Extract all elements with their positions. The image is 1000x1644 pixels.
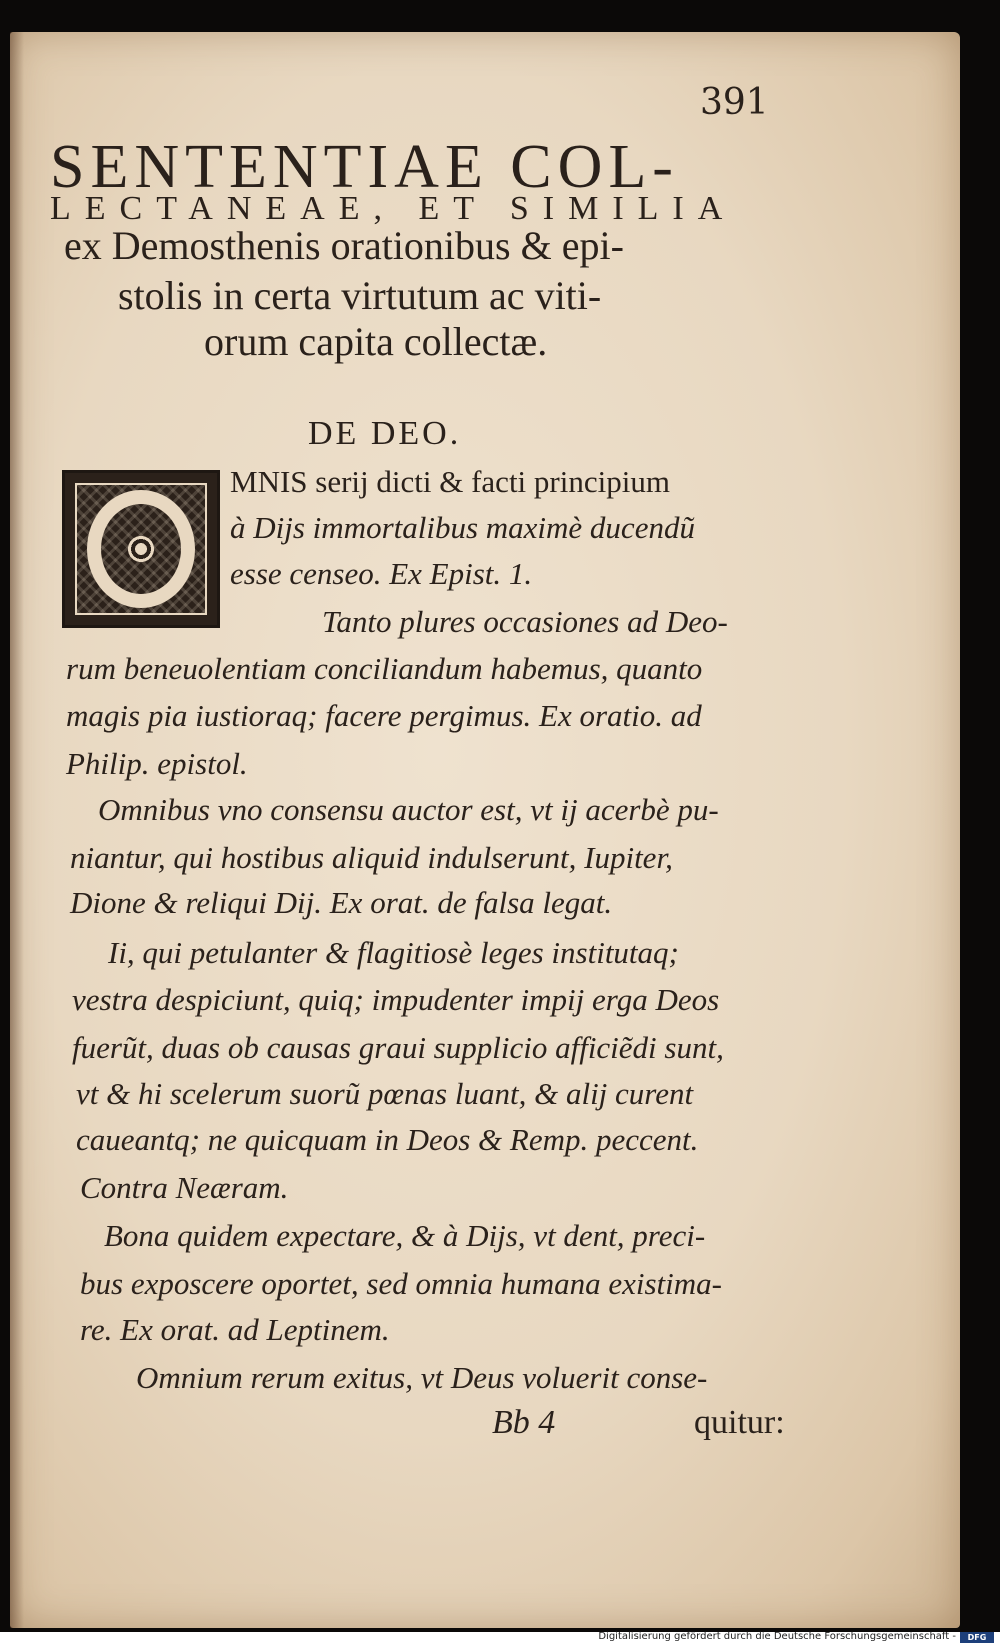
title-line-5: orum capita collectæ. [204, 319, 548, 364]
page-gutter-shadow [10, 32, 24, 1628]
body-line: Dione & reliqui Dij. Ex orat. de falsa legat. [70, 885, 613, 920]
catchword: quitur: [694, 1404, 785, 1441]
body-line: vt & hi scelerum suorũ pœnas luant, & alij curent [76, 1076, 694, 1111]
title-line-2: LECTANEAE, ET SIMILIA [50, 190, 737, 227]
flower-ornament-icon [118, 526, 164, 572]
signature-mark: Bb 4 [492, 1404, 556, 1441]
body-line: Omnibus vno consensu auctor est, vt ij acerbè pu- [98, 792, 719, 827]
body-line: à Dijs immortalibus maximè ducendũ [230, 510, 695, 545]
section-heading: DE DEO. [308, 415, 462, 452]
decorated-initial [62, 470, 220, 628]
body-line: rum beneuolentiam conciliandum habemus, quanto [66, 651, 703, 686]
body-line: MNIS serij dicti & facti principium [230, 464, 670, 499]
dfg-logo-icon: DFG [960, 1632, 994, 1643]
body-line: niantur, qui hostibus aliquid indulserunt, Iupiter, [70, 840, 673, 875]
body-line: Contra Neæram. [80, 1170, 289, 1205]
body-line: bus exposcere oportet, sed omnia humana existima- [80, 1266, 722, 1301]
body-line: Tanto plures occasiones ad Deo- [322, 604, 728, 639]
body-line: caueantq; ne quicquam in Deos & Remp. peccent. [76, 1122, 699, 1157]
title-line-4: stolis in certa virtutum ac viti- [118, 273, 602, 318]
body-line: Ii, qui petulanter & flagitiosè leges institutaq; [108, 935, 679, 970]
title-line-1: SENTENTIAE COL- [50, 133, 679, 201]
title-line-3: ex Demosthenis orationibus & epi- [64, 223, 624, 268]
body-line: Philip. epistol. [66, 746, 248, 781]
page-number: 391 [700, 82, 769, 123]
body-line: esse censeo. Ex Epist. 1. [230, 556, 533, 591]
body-line: Bona quidem expectare, & à Dijs, vt dent, preci- [104, 1218, 706, 1253]
body-line: re. Ex orat. ad Leptinem. [80, 1312, 390, 1347]
footer-credit: Digitalisierung gefördert durch die Deutsche Forschungsgemeinschaft - [598, 1631, 956, 1642]
body-line: vestra despiciunt, quiq; impudenter impij erga Deos [72, 982, 720, 1017]
body-line: magis pia iustioraq; facere pergimus. Ex oratio. ad [66, 698, 702, 733]
body-line: Omnium rerum exitus, vt Deus voluerit conse- [136, 1360, 708, 1395]
body-line: fuerũt, duas ob causas graui supplicio afficiẽdi sunt, [72, 1030, 724, 1065]
